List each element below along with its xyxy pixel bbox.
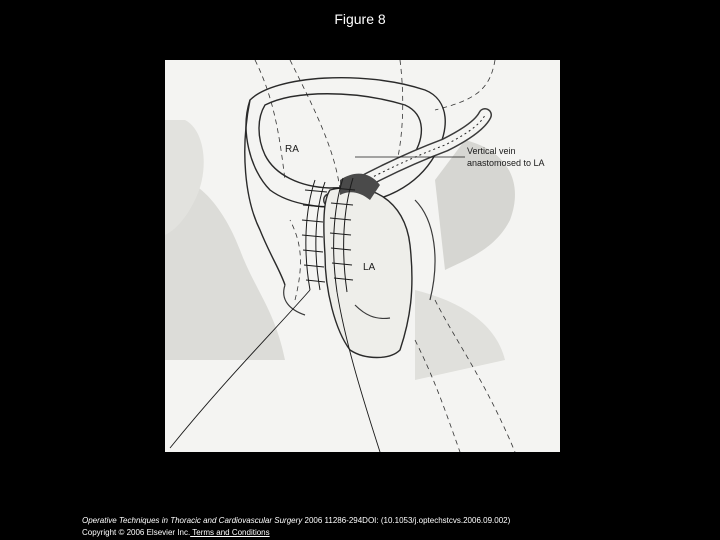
terms-and-conditions-link[interactable]: Terms and Conditions xyxy=(190,528,270,537)
figure-title: Figure 8 xyxy=(334,11,386,27)
journal-name: Operative Techniques in Thoracic and Cardiovascular Surgery xyxy=(82,516,303,525)
label-callout-line1: Vertical vein xyxy=(467,146,516,156)
illustration-svg xyxy=(165,60,560,452)
label-la: LA xyxy=(363,262,376,273)
caption-citation-line xyxy=(82,515,510,527)
surgical-illustration xyxy=(165,60,560,452)
copyright-text: Copyright © 2006 Elsevier Inc. xyxy=(82,528,191,537)
caption-copyright-line xyxy=(82,527,510,539)
citation-details: 2006 11286-294DOI: (10.1053/j.optechstcvs.2006.09.002) xyxy=(302,516,511,525)
figure-caption xyxy=(82,515,510,539)
label-ra: RA xyxy=(285,144,299,155)
label-callout-line2: anastomosed to LA xyxy=(467,158,545,168)
